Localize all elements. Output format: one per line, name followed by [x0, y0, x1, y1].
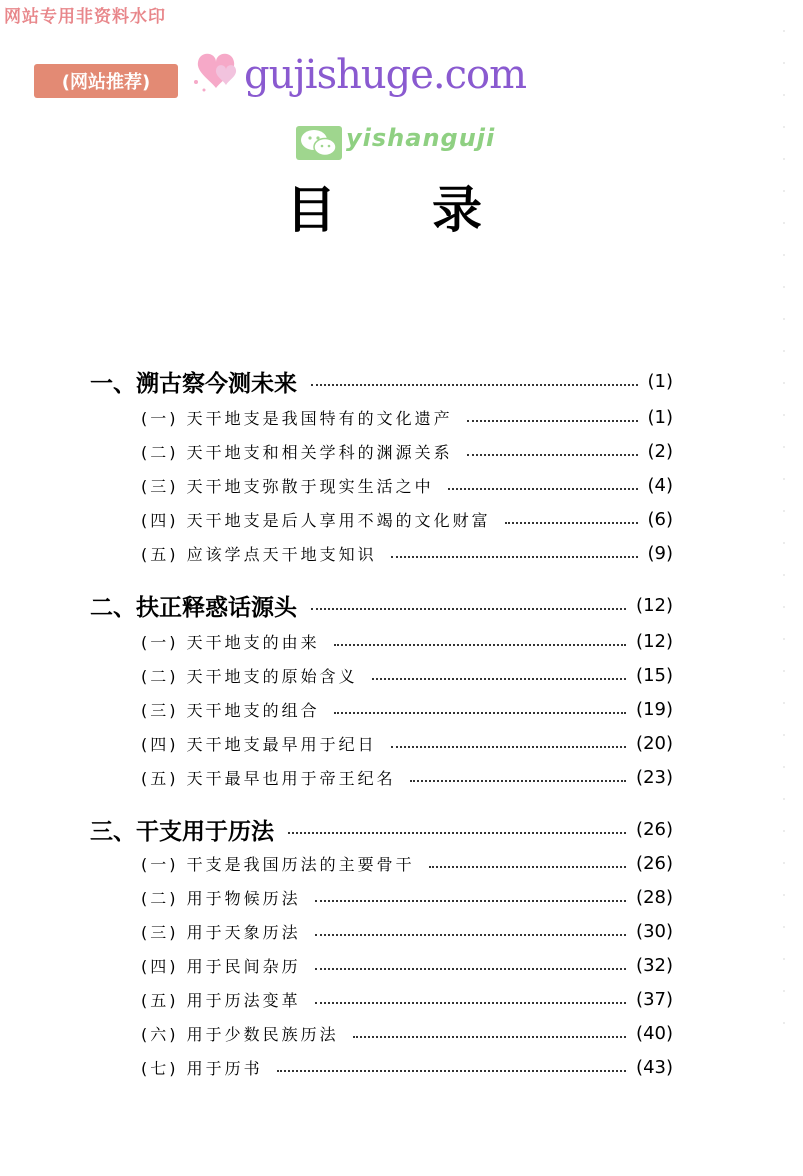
toc-page: (30) [636, 920, 673, 942]
toc-section[interactable] [141, 728, 673, 758]
wechat-id: yishanguji [346, 124, 496, 152]
toc-page: (15) [636, 664, 673, 686]
toc-page: (23) [636, 766, 673, 788]
toc-page: (32) [636, 954, 673, 976]
leader-dots [315, 968, 626, 970]
leader-dots [334, 712, 626, 714]
toc-page: (2) [647, 440, 673, 462]
scan-edge-marks [783, 30, 785, 1030]
heart-icon [190, 48, 246, 100]
watermark-text: 网站专用非资料水印 [4, 7, 166, 27]
toc-label: (六) 用于少数民族历法 [141, 1024, 339, 1044]
toc-section[interactable] [141, 402, 673, 432]
toc-page: (43) [636, 1056, 673, 1078]
toc-label: 三、干支用于历法 [90, 817, 274, 845]
leader-dots [429, 866, 626, 868]
toc-page: (1) [647, 370, 673, 392]
toc-label: (一) 天干地支是我国特有的文化遗产 [141, 408, 453, 428]
toc-chapter[interactable] [90, 812, 673, 846]
toc-page: (12) [636, 630, 673, 652]
toc-label: (二) 天干地支和相关学科的渊源关系 [141, 442, 453, 462]
leader-dots [277, 1070, 626, 1072]
toc-section[interactable] [141, 660, 673, 690]
toc-page: (37) [636, 988, 673, 1010]
toc-section[interactable] [141, 762, 673, 792]
wechat-banner [296, 122, 496, 162]
toc-page: (28) [636, 886, 673, 908]
toc-section[interactable] [141, 470, 673, 500]
toc-label: 一、溯古察今测未来 [90, 369, 297, 397]
toc-page: (26) [636, 852, 673, 874]
leader-dots [315, 1002, 626, 1004]
toc-label: (三) 用于天象历法 [141, 922, 301, 942]
leader-dots [391, 746, 626, 748]
toc-section[interactable] [141, 626, 673, 656]
leader-dots [467, 420, 638, 422]
leader-dots [448, 488, 638, 490]
leader-dots [288, 832, 626, 834]
leader-dots [315, 900, 626, 902]
toc-section[interactable] [141, 504, 673, 534]
toc-page: (9) [647, 542, 673, 564]
leader-dots [311, 384, 638, 386]
toc-section[interactable] [141, 436, 673, 466]
promo-badge: (网站推荐) [34, 64, 178, 98]
toc-label: (四) 用于民间杂历 [141, 956, 301, 976]
toc-section[interactable] [141, 916, 673, 946]
toc-label: (三) 天干地支的组合 [141, 700, 320, 720]
wechat-icon [296, 126, 342, 160]
toc-label: 二、扶正释惑话源头 [90, 593, 297, 621]
toc-label: (五) 用于历法变革 [141, 990, 301, 1010]
leader-dots [311, 608, 626, 610]
toc-label: (一) 天干地支的由来 [141, 632, 320, 652]
promo-banner [34, 52, 527, 102]
toc-page: (19) [636, 698, 673, 720]
toc-page: (6) [647, 508, 673, 530]
leader-dots [334, 644, 626, 646]
leader-dots [353, 1036, 626, 1038]
toc-page: (4) [647, 474, 673, 496]
toc-label: (三) 天干地支弥散于现实生活之中 [141, 476, 434, 496]
toc-label: (四) 天干地支是后人享用不竭的文化财富 [141, 510, 491, 530]
toc-chapter[interactable] [90, 364, 673, 398]
leader-dots [372, 678, 626, 680]
site-url: gujishuge.com [244, 52, 527, 98]
leader-dots [391, 556, 638, 558]
toc-label: (二) 用于物候历法 [141, 888, 301, 908]
toc-page: (26) [636, 818, 673, 840]
toc-chapter[interactable] [90, 588, 673, 622]
toc-label: (五) 天干最早也用于帝王纪名 [141, 768, 396, 788]
toc-section[interactable] [141, 1052, 673, 1082]
toc-page: (12) [636, 594, 673, 616]
page-title: 目录 [286, 181, 578, 239]
toc-section[interactable] [141, 848, 673, 878]
toc-section[interactable] [141, 1018, 673, 1048]
leader-dots [315, 934, 626, 936]
toc-section[interactable] [141, 538, 673, 568]
toc-section[interactable] [141, 882, 673, 912]
toc-page: (40) [636, 1022, 673, 1044]
leader-dots [410, 780, 626, 782]
toc-section[interactable] [141, 984, 673, 1014]
toc-section[interactable] [141, 694, 673, 724]
toc-label: (二) 天干地支的原始含义 [141, 666, 358, 686]
leader-dots [505, 522, 638, 524]
toc-section[interactable] [141, 950, 673, 980]
leader-dots [467, 454, 638, 456]
toc-label: (七) 用于历书 [141, 1058, 263, 1078]
toc-page: (1) [647, 406, 673, 428]
toc-page: (20) [636, 732, 673, 754]
toc-label: (四) 天干地支最早用于纪日 [141, 734, 377, 754]
toc-label: (五) 应该学点天干地支知识 [141, 544, 377, 564]
toc-label: (一) 干支是我国历法的主要骨干 [141, 854, 415, 874]
